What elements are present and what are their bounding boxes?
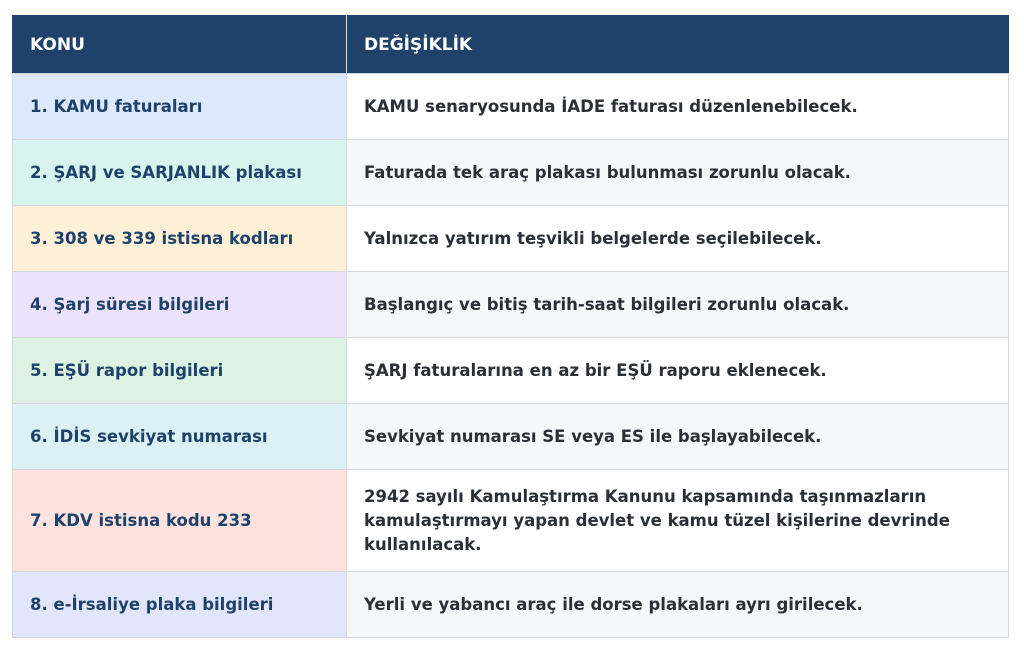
change-cell: KAMU senaryosunda İADE faturası düzenlenebilecek. [347, 74, 1009, 140]
table-row [13, 206, 1009, 272]
changes-table [12, 15, 1009, 638]
table-row [13, 74, 1009, 140]
change-cell: Yerli ve yabancı araç ile dorse plakaları ayrı girilecek. [347, 572, 1009, 638]
topic-cell: 2. ŞARJ ve SARJANLIK plakası [13, 140, 347, 206]
topic-cell: 5. EŞÜ rapor bilgileri [13, 338, 347, 404]
change-cell: Yalnızca yatırım teşvikli belgelerde seçilebilecek. [347, 206, 1009, 272]
table-header-row [13, 16, 1009, 74]
change-cell: ŞARJ faturalarına en az bir EŞÜ raporu eklenecek. [347, 338, 1009, 404]
topic-cell: 3. 308 ve 339 istisna kodları [13, 206, 347, 272]
table-row [13, 572, 1009, 638]
change-cell: Başlangıç ve bitiş tarih-saat bilgileri zorunlu olacak. [347, 272, 1009, 338]
table-row [13, 272, 1009, 338]
topic-cell: 4. Şarj süresi bilgileri [13, 272, 347, 338]
table-row [13, 140, 1009, 206]
header-topic: KONU [13, 16, 347, 74]
topic-cell: 8. e-İrsaliye plaka bilgileri [13, 572, 347, 638]
change-cell: 2942 sayılı Kamulaştırma Kanunu kapsamında taşınmazların kamulaştırmayı yapan devlet ve kamu tüzel kişilerine devrinde kullanılacak. [347, 470, 1009, 572]
change-cell: Faturada tek araç plakası bulunması zorunlu olacak. [347, 140, 1009, 206]
topic-cell: 7. KDV istisna kodu 233 [13, 470, 347, 572]
topic-cell: 1. KAMU faturaları [13, 74, 347, 140]
topic-cell: 6. İDİS sevkiyat numarası [13, 404, 347, 470]
change-cell: Sevkiyat numarası SE veya ES ile başlayabilecek. [347, 404, 1009, 470]
table-row [13, 470, 1009, 572]
header-change: DEĞİŞİKLİK [347, 16, 1009, 74]
table-row [13, 338, 1009, 404]
table-row [13, 404, 1009, 470]
